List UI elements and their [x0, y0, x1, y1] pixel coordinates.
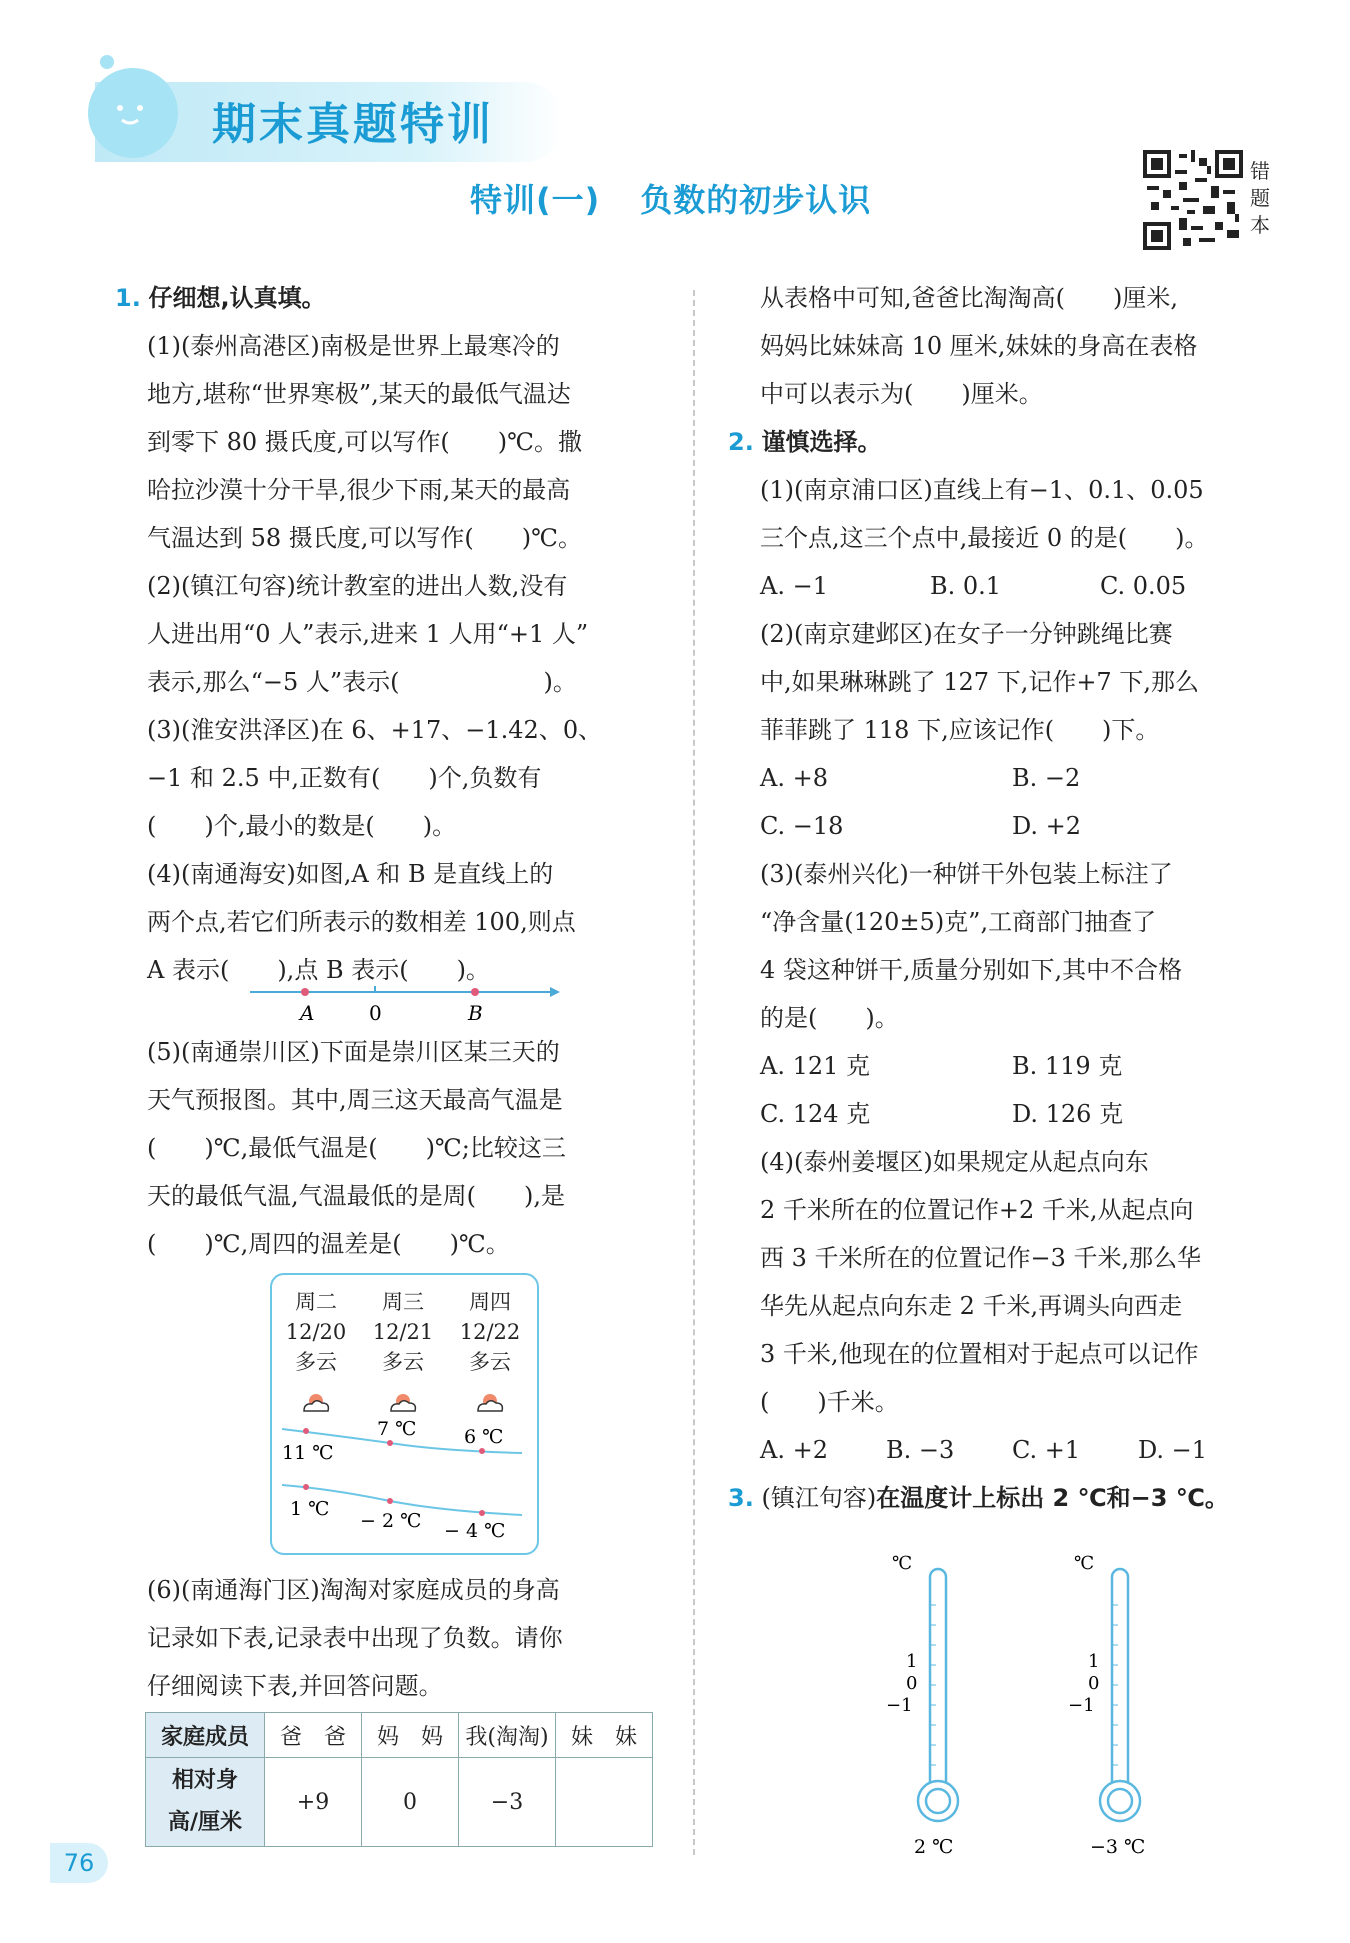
q2-number: 2. — [728, 428, 754, 456]
weather-graph — [272, 1275, 537, 1553]
tick-label: 1 — [1088, 1651, 1100, 1672]
option-a[interactable]: A. +8 — [760, 764, 828, 792]
cloudy-icon — [391, 1394, 415, 1411]
condition-label: 多云 — [295, 1350, 337, 1374]
cloudy-icon — [478, 1394, 502, 1411]
text-line: ( )℃,周四的温差是( )℃。 — [147, 1230, 510, 1258]
text-line: 表示,那么“−5 人”表示( )。 — [147, 668, 577, 696]
text-line: 到零下 80 摄氏度,可以写作( )℃。撒 — [147, 428, 582, 456]
thermometer-1[interactable] — [870, 1545, 970, 1865]
text-line: 菲菲跳了 118 下,应该记作( )下。 — [760, 716, 1160, 744]
options-row — [760, 1090, 1298, 1138]
options-row — [760, 562, 1298, 610]
text-line: 华先从起点向东走 2 千米,再调头向西走 — [760, 1292, 1183, 1320]
low-point — [303, 1484, 309, 1490]
thermo-label: 2 ℃ — [914, 1836, 954, 1858]
option-c[interactable]: C. +1 — [1012, 1436, 1081, 1464]
high-temp-label: 11 ℃ — [282, 1442, 334, 1464]
option-b[interactable]: B. −2 — [1012, 764, 1081, 792]
option-a[interactable]: A. 121 克 — [760, 1052, 871, 1080]
option-c[interactable]: C. 124 克 — [760, 1100, 871, 1128]
low-point — [387, 1498, 393, 1504]
day-label: 周二 — [295, 1290, 337, 1314]
q1-6-text — [147, 1566, 677, 1710]
text-line: (1)(泰州高港区)南极是世界上最寒冷的 — [147, 332, 560, 360]
option-b[interactable]: B. 119 克 — [1012, 1052, 1123, 1080]
qr-code-icon[interactable] — [1143, 150, 1243, 250]
thermo-unit: ℃ — [1074, 1553, 1095, 1574]
header-line: 高/厘米 — [167, 1810, 243, 1835]
label-b: B — [468, 1001, 483, 1025]
option-a[interactable]: A. +2 — [760, 1436, 828, 1464]
tick-label: 1 — [906, 1651, 918, 1672]
text-line: ( )个,最小的数是( )。 — [147, 812, 457, 840]
thermo-tube — [1112, 1569, 1128, 1783]
text-line: (2)(镇江句容)统计教室的进出人数,没有 — [147, 572, 568, 600]
section-topic: 负数的初步认识 — [640, 181, 872, 219]
text-line: (2)(南京建邺区)在女子一分钟跳绳比赛 — [760, 620, 1173, 648]
qr-label: 错题本 — [1250, 159, 1270, 237]
table-header: 妈 妈 — [362, 1713, 459, 1758]
header-line: 相对身 — [171, 1768, 238, 1793]
table-cell — [556, 1758, 653, 1847]
text-line: 中可以表示为( )厘米。 — [760, 380, 1043, 408]
text-line: A 表示( ),点 B 表示( )。 — [147, 956, 490, 984]
low-temp-label: − 2 ℃ — [360, 1510, 422, 1532]
text-line: 3 千米,他现在的位置相对于起点可以记作 — [760, 1340, 1199, 1368]
thermometer-2[interactable] — [1052, 1545, 1152, 1865]
text-line: 4 袋这种饼干,质量分别如下,其中不合格 — [760, 956, 1183, 984]
high-temp-label: 6 ℃ — [464, 1426, 504, 1448]
table-header: 爸 爸 — [265, 1713, 362, 1758]
option-c[interactable]: C. 0.05 — [1100, 572, 1187, 600]
option-b[interactable]: B. −3 — [886, 1436, 955, 1464]
text-line: 从表格中可知,爸爸比淘淘高( )厘米, — [760, 284, 1178, 312]
text-line: 西 3 千米所在的位置记作−3 千米,那么华 — [760, 1244, 1202, 1272]
q2-title: 谨慎选择。 — [761, 428, 882, 456]
option-c[interactable]: C. −18 — [760, 812, 844, 840]
text-line: 两个点,若它们所表示的数相差 100,则点 — [147, 908, 576, 936]
number-line-arrow — [550, 987, 560, 997]
low-temp-label: 1 ℃ — [290, 1498, 330, 1520]
table-row — [146, 1758, 653, 1847]
text-line: 中,如果琳琳跳了 127 下,记作+7 下,那么 — [760, 668, 1199, 696]
high-point — [479, 1448, 485, 1454]
header-face-icon — [88, 68, 178, 158]
text-line: 天的最低气温,气温最低的是周( ),是 — [147, 1182, 565, 1210]
q1-title: 仔细想,认真填。 — [148, 284, 326, 312]
day-label: 周四 — [469, 1290, 511, 1314]
text-line: 记录如下表,记录表中出现了负数。请你 — [147, 1624, 563, 1652]
thermo-unit: ℃ — [892, 1553, 913, 1574]
condition-label: 多云 — [469, 1350, 511, 1374]
low-temp-label: − 4 ℃ — [444, 1520, 506, 1542]
height-table — [145, 1712, 653, 1847]
option-d[interactable]: D. +2 — [1012, 812, 1082, 840]
table-row — [146, 1713, 653, 1758]
text-line: (6)(南通海门区)淘淘对家庭成员的身高 — [147, 1576, 560, 1604]
low-point — [479, 1510, 485, 1516]
thermo-tube — [930, 1569, 946, 1783]
table-cell: −3 — [459, 1758, 556, 1847]
page-title: 期末真题特训 — [212, 99, 494, 150]
condition-label: 多云 — [382, 1350, 424, 1374]
column-divider — [693, 290, 695, 1855]
table-cell: +9 — [265, 1758, 362, 1847]
text-line: −1 和 2.5 中,正数有( )个,负数有 — [147, 764, 542, 792]
page-number: 76 — [50, 1843, 108, 1883]
point-a — [301, 988, 309, 996]
option-d[interactable]: D. 126 克 — [1012, 1100, 1124, 1128]
table-header: 我(淘淘) — [459, 1713, 556, 1758]
option-b[interactable]: B. 0.1 — [930, 572, 1002, 600]
text-line: 人进出用“0 人”表示,进来 1 人用“+1 人” — [147, 620, 589, 648]
q3-source: (镇江句容) — [761, 1484, 877, 1512]
text-line: 的是( )。 — [760, 1004, 899, 1032]
table-header: 妹 妹 — [556, 1713, 653, 1758]
text-line: 妈妈比妹妹高 10 厘米,妹妹的身高在表格 — [760, 332, 1198, 360]
tick-label: 0 — [906, 1673, 918, 1694]
number-line-figure — [250, 980, 560, 1030]
text-line: 地方,堪称“世界寒极”,某天的最低气温达 — [147, 380, 571, 408]
text-line: (4)(南通海安)如图,A 和 B 是直线上的 — [147, 860, 554, 888]
text-line: 2 千米所在的位置记作+2 千米,从起点向 — [760, 1196, 1194, 1224]
q1-number: 1. — [115, 284, 141, 312]
thermo-bulb-inner — [926, 1789, 950, 1813]
table-header — [146, 1758, 265, 1847]
text-line: “净含量(120±5)克”,工商部门抽查了 — [760, 908, 1157, 936]
high-point — [387, 1440, 393, 1446]
text-line: (3)(淮安洪泽区)在 6、+17、−1.42、0、 — [147, 716, 603, 744]
text-line: 气温达到 58 摄氏度,可以写作( )℃。 — [147, 524, 582, 552]
text-line: 哈拉沙漠十分干旱,很少下雨,某天的最高 — [147, 476, 571, 504]
label-a: A — [300, 1001, 315, 1025]
options-row — [760, 1042, 1298, 1090]
options-row — [760, 802, 1298, 850]
header-dot — [100, 55, 114, 69]
text-line: ( )千米。 — [760, 1388, 899, 1416]
text-line: (3)(泰州兴化)一种饼干外包装上标注了 — [760, 860, 1173, 888]
q3-title: 在温度计上标出 2 ℃和−3 ℃。 — [876, 1484, 1229, 1512]
section-prefix: 特训(一) — [470, 181, 601, 219]
text-line: (4)(泰州姜堰区)如果规定从起点向东 — [760, 1148, 1149, 1176]
q3-number: 3. — [728, 1484, 754, 1512]
text-line: (1)(南京浦口区)直线上有−1、0.1、0.05 — [760, 476, 1204, 504]
tick-label: −1 — [1068, 1695, 1095, 1716]
text-line: (5)(南通崇川区)下面是崇川区某三天的 — [147, 1038, 560, 1066]
date-label: 12/20 — [285, 1320, 347, 1344]
option-d[interactable]: D. −1 — [1138, 1436, 1208, 1464]
table-header: 家庭成员 — [146, 1713, 265, 1758]
tick-label: 0 — [1088, 1673, 1100, 1694]
point-b — [471, 988, 479, 996]
table-cell: 0 — [362, 1758, 459, 1847]
q1-5-text — [147, 1028, 677, 1268]
section-title — [470, 175, 871, 221]
day-label: 周三 — [382, 1290, 424, 1314]
weather-forecast-card — [270, 1273, 539, 1555]
text-line: 仔细阅读下表,并回答问题。 — [147, 1672, 443, 1700]
text-line: ( )℃,最低气温是( )℃;比较这三 — [147, 1134, 566, 1162]
left-column — [115, 274, 670, 994]
tick-label: −1 — [886, 1695, 913, 1716]
date-label: 12/22 — [459, 1320, 521, 1344]
cloudy-icon — [304, 1394, 328, 1411]
options-row — [760, 1426, 1298, 1474]
thermo-bulb-inner — [1108, 1789, 1132, 1813]
text-line: 天气预报图。其中,周三这天最高气温是 — [147, 1086, 563, 1114]
high-temp-label: 7 ℃ — [377, 1418, 417, 1440]
high-point — [303, 1428, 309, 1434]
option-a[interactable]: A. −1 — [760, 572, 828, 600]
label-zero: 0 — [369, 1001, 382, 1025]
date-label: 12/21 — [372, 1320, 434, 1344]
options-row — [760, 754, 1298, 802]
right-column — [728, 274, 1298, 1522]
thermo-label: −3 ℃ — [1090, 1836, 1146, 1858]
text-line: 三个点,这三个点中,最接近 0 的是( )。 — [760, 524, 1209, 552]
